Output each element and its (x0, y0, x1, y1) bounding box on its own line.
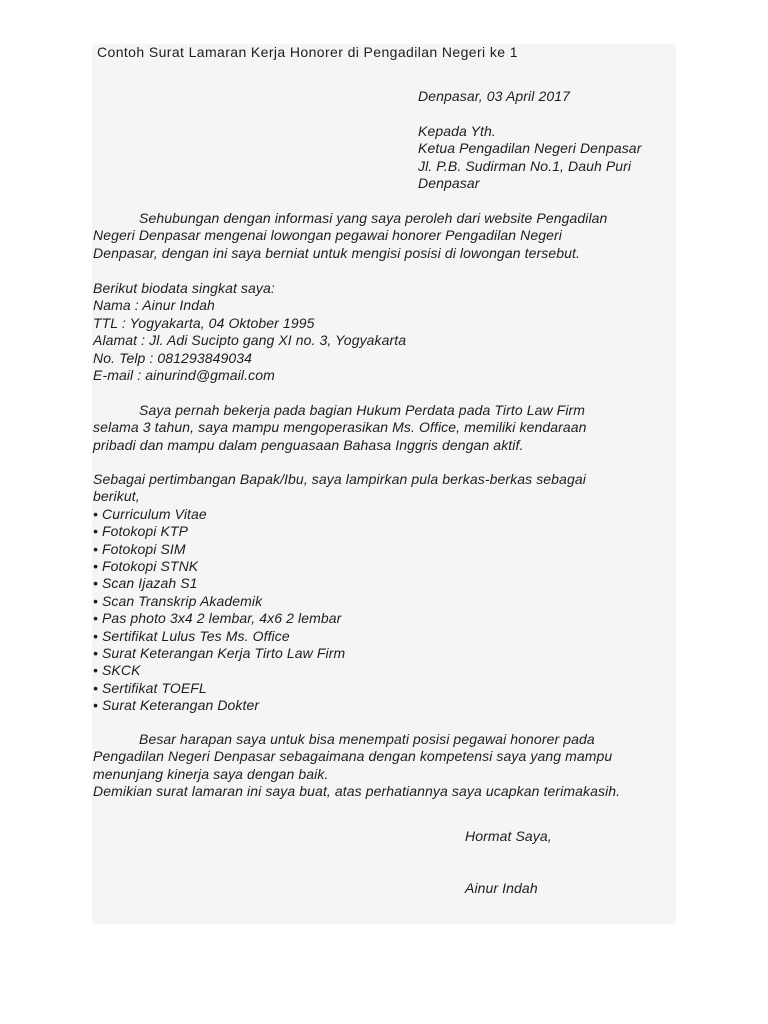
biodata-line: TTL : Yogyakarta, 04 Oktober 1995 (93, 314, 315, 331)
attachments-intro-line: berikut, (93, 488, 140, 505)
attachment-item: • Sertifikat Lulus Tes Ms. Office (93, 627, 290, 644)
salutation: Hormat Saya, (465, 828, 552, 844)
recipient-line: Ketua Pengadilan Negeri Denpasar (418, 140, 642, 157)
paragraph-line: Saya pernah bekerja pada bagian Hukum Perdata pada Tirto Law Firm (139, 402, 586, 418)
paragraph-line: menunjang kinerja saya dengan baik. (93, 765, 329, 782)
paragraph-line: Besar harapan saya untuk bisa menempati posisi pegawai honorer pada (139, 731, 595, 747)
paragraph-closing (93, 731, 620, 801)
attachment-item: • Fotokopi KTP (93, 523, 189, 540)
signature-name: Ainur Indah (465, 880, 538, 896)
attachments-block (93, 471, 586, 715)
attachments-intro-line: Sebagai pertimbangan Bapak/Ibu, saya lampirkan pula berkas-berkas sebagai (93, 471, 586, 487)
paragraph-line: Pengadilan Negeri Denpasar sebagaimana dengan kompetensi saya yang mampu (93, 748, 613, 765)
biodata-line: E-mail : ainurind@gmail.com (93, 367, 275, 384)
attachment-item: • Surat Keterangan Dokter (93, 697, 260, 714)
attachment-item: • Surat Keterangan Kerja Tirto Law Firm (93, 645, 346, 662)
document-title: Contoh Surat Lamaran Kerja Honorer di Pengadilan Negeri ke 1 (97, 44, 518, 60)
biodata-line: Nama : Ainur Indah (93, 297, 215, 314)
attachment-item: • Fotokopi SIM (93, 540, 186, 557)
place-date: Denpasar, 03 April 2017 (418, 88, 570, 104)
biodata-block (93, 280, 406, 384)
paragraph-experience (93, 402, 587, 454)
paragraph-line: Demikian surat lamaran ini saya buat, atas perhatiannya saya ucapkan terimakasih. (93, 783, 621, 800)
attachment-item: • Scan Ijazah S1 (93, 575, 198, 592)
biodata-line: Alamat : Jl. Adi Sucipto gang XI no. 3, Yogyakarta (93, 332, 407, 349)
attachment-item: • Scan Transkrip Akademik (93, 592, 263, 609)
paragraph-line: Negeri Denpasar mengenai lowongan pegawai honorer Pengadilan Negeri (93, 227, 563, 244)
attachment-item: • Sertifikat TOEFL (93, 679, 207, 696)
recipient-line: Kepada Yth. (418, 123, 496, 139)
recipient-line: Jl. P.B. Sudirman No.1, Dauh Puri (418, 157, 632, 174)
biodata-line: Berikut biodata singkat saya: (93, 280, 275, 296)
paragraph-intro (93, 210, 607, 262)
recipient-block (418, 123, 641, 193)
paragraph-line: Denpasar, dengan ini saya berniat untuk mengisi posisi di lowongan tersebut. (93, 244, 581, 261)
paragraph-line: Sehubungan dengan informasi yang saya peroleh dari website Pengadilan (139, 210, 608, 226)
attachment-item: • Pas photo 3x4 2 lembar, 4x6 2 lembar (93, 610, 342, 627)
biodata-line: No. Telp : 081293849034 (93, 349, 253, 366)
attachment-item: • Curriculum Vitae (93, 505, 207, 522)
attachment-item: • SKCK (93, 662, 141, 679)
paragraph-line: selama 3 tahun, saya mampu mengoperasikan Ms. Office, memiliki kendaraan (93, 419, 587, 436)
attachment-item: • Fotokopi STNK (93, 558, 199, 575)
paragraph-line: pribadi dan mampu dalam penguasaan Bahasa Inggris dengan aktif. (93, 436, 524, 453)
recipient-line: Denpasar (418, 175, 480, 192)
